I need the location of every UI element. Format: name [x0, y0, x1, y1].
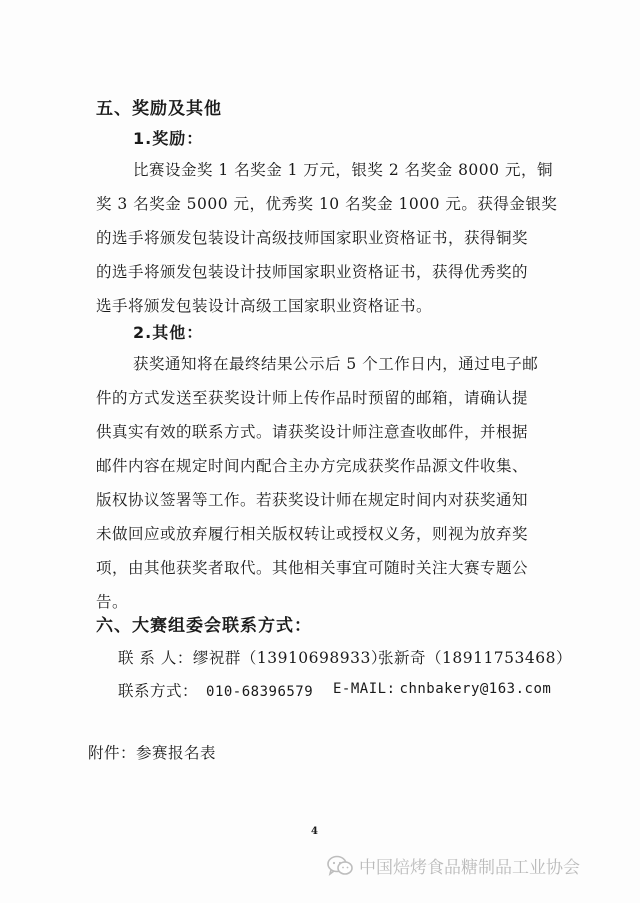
paragraph-line: 告。	[96, 593, 129, 611]
paragraph-line: 的选手将颁发包装设计技师国家职业资格证书，获得优秀奖的	[96, 263, 529, 281]
watermark-text: 中国焙烤食品糖制品工业协会	[359, 858, 580, 878]
section6-heading: 六、大赛组委会联系方式：	[96, 616, 312, 636]
sub1-heading: 1.奖励：	[133, 129, 204, 148]
paragraph-line: 未做回应或放弃履行相关版权转让或授权义务，则视为放弃奖	[96, 525, 529, 543]
paragraph-line: 供真实有效的联系方式。请获奖设计师注意查收邮件，并根据	[96, 423, 529, 441]
contact-method	[118, 679, 313, 701]
email-address: chnbakery@163.com	[399, 681, 552, 697]
contact-persons	[118, 646, 387, 668]
paragraph-line: 比赛设金奖 1 名奖金 1 万元，银奖 2 名奖金 8000 元，铜	[133, 161, 553, 179]
paragraph-line: 版权协议签署等工作。若获奖设计师在规定时间内对获奖通知	[96, 491, 529, 509]
contact-label: 联 系 人：	[118, 649, 193, 667]
paragraph-line: 邮件内容在规定时间内配合主办方完成获奖作品源文件收集、	[96, 457, 529, 475]
paragraph-line: 的选手将颁发包装设计高级技师国家职业资格证书，获得铜奖	[96, 229, 529, 247]
method-label: 联系方式：	[118, 682, 199, 700]
email-label: E-MAIL:	[333, 681, 396, 697]
paragraph-line: 选手将颁发包装设计高级工国家职业资格证书。	[96, 297, 433, 315]
section5-heading: 五、奖励及其他	[96, 99, 222, 119]
sub1-paragraph	[96, 153, 558, 323]
email-line	[333, 679, 551, 697]
contact-person-2: 张新奇（18911753468）	[378, 649, 572, 667]
paragraph-line: 件的方式发送至获奖设计师上传作品时预留的邮箱，请确认提	[96, 389, 529, 407]
attachment-note: 附件：参赛报名表	[88, 744, 217, 762]
page-number: 4	[311, 826, 318, 837]
phone-number: 010-68396579	[206, 684, 314, 700]
watermark	[327, 853, 580, 878]
sub2-paragraph	[96, 347, 548, 619]
wechat-icon	[327, 855, 353, 877]
paragraph-line: 获奖通知将在最终结果公示后 5 个工作日内，通过电子邮	[133, 355, 539, 373]
sub2-heading: 2.其他：	[133, 323, 204, 342]
contact-person-2-line	[378, 646, 572, 668]
paragraph-line: 奖 3 名奖金 5000 元，优秀奖 10 名奖金 1000 元。获得金银奖	[96, 195, 558, 213]
paragraph-line: 项，由其他获奖者取代。其他相关事宜可随时关注大赛专题公	[96, 559, 529, 577]
contact-person-1: 缪祝群（13910698933）	[192, 649, 387, 667]
